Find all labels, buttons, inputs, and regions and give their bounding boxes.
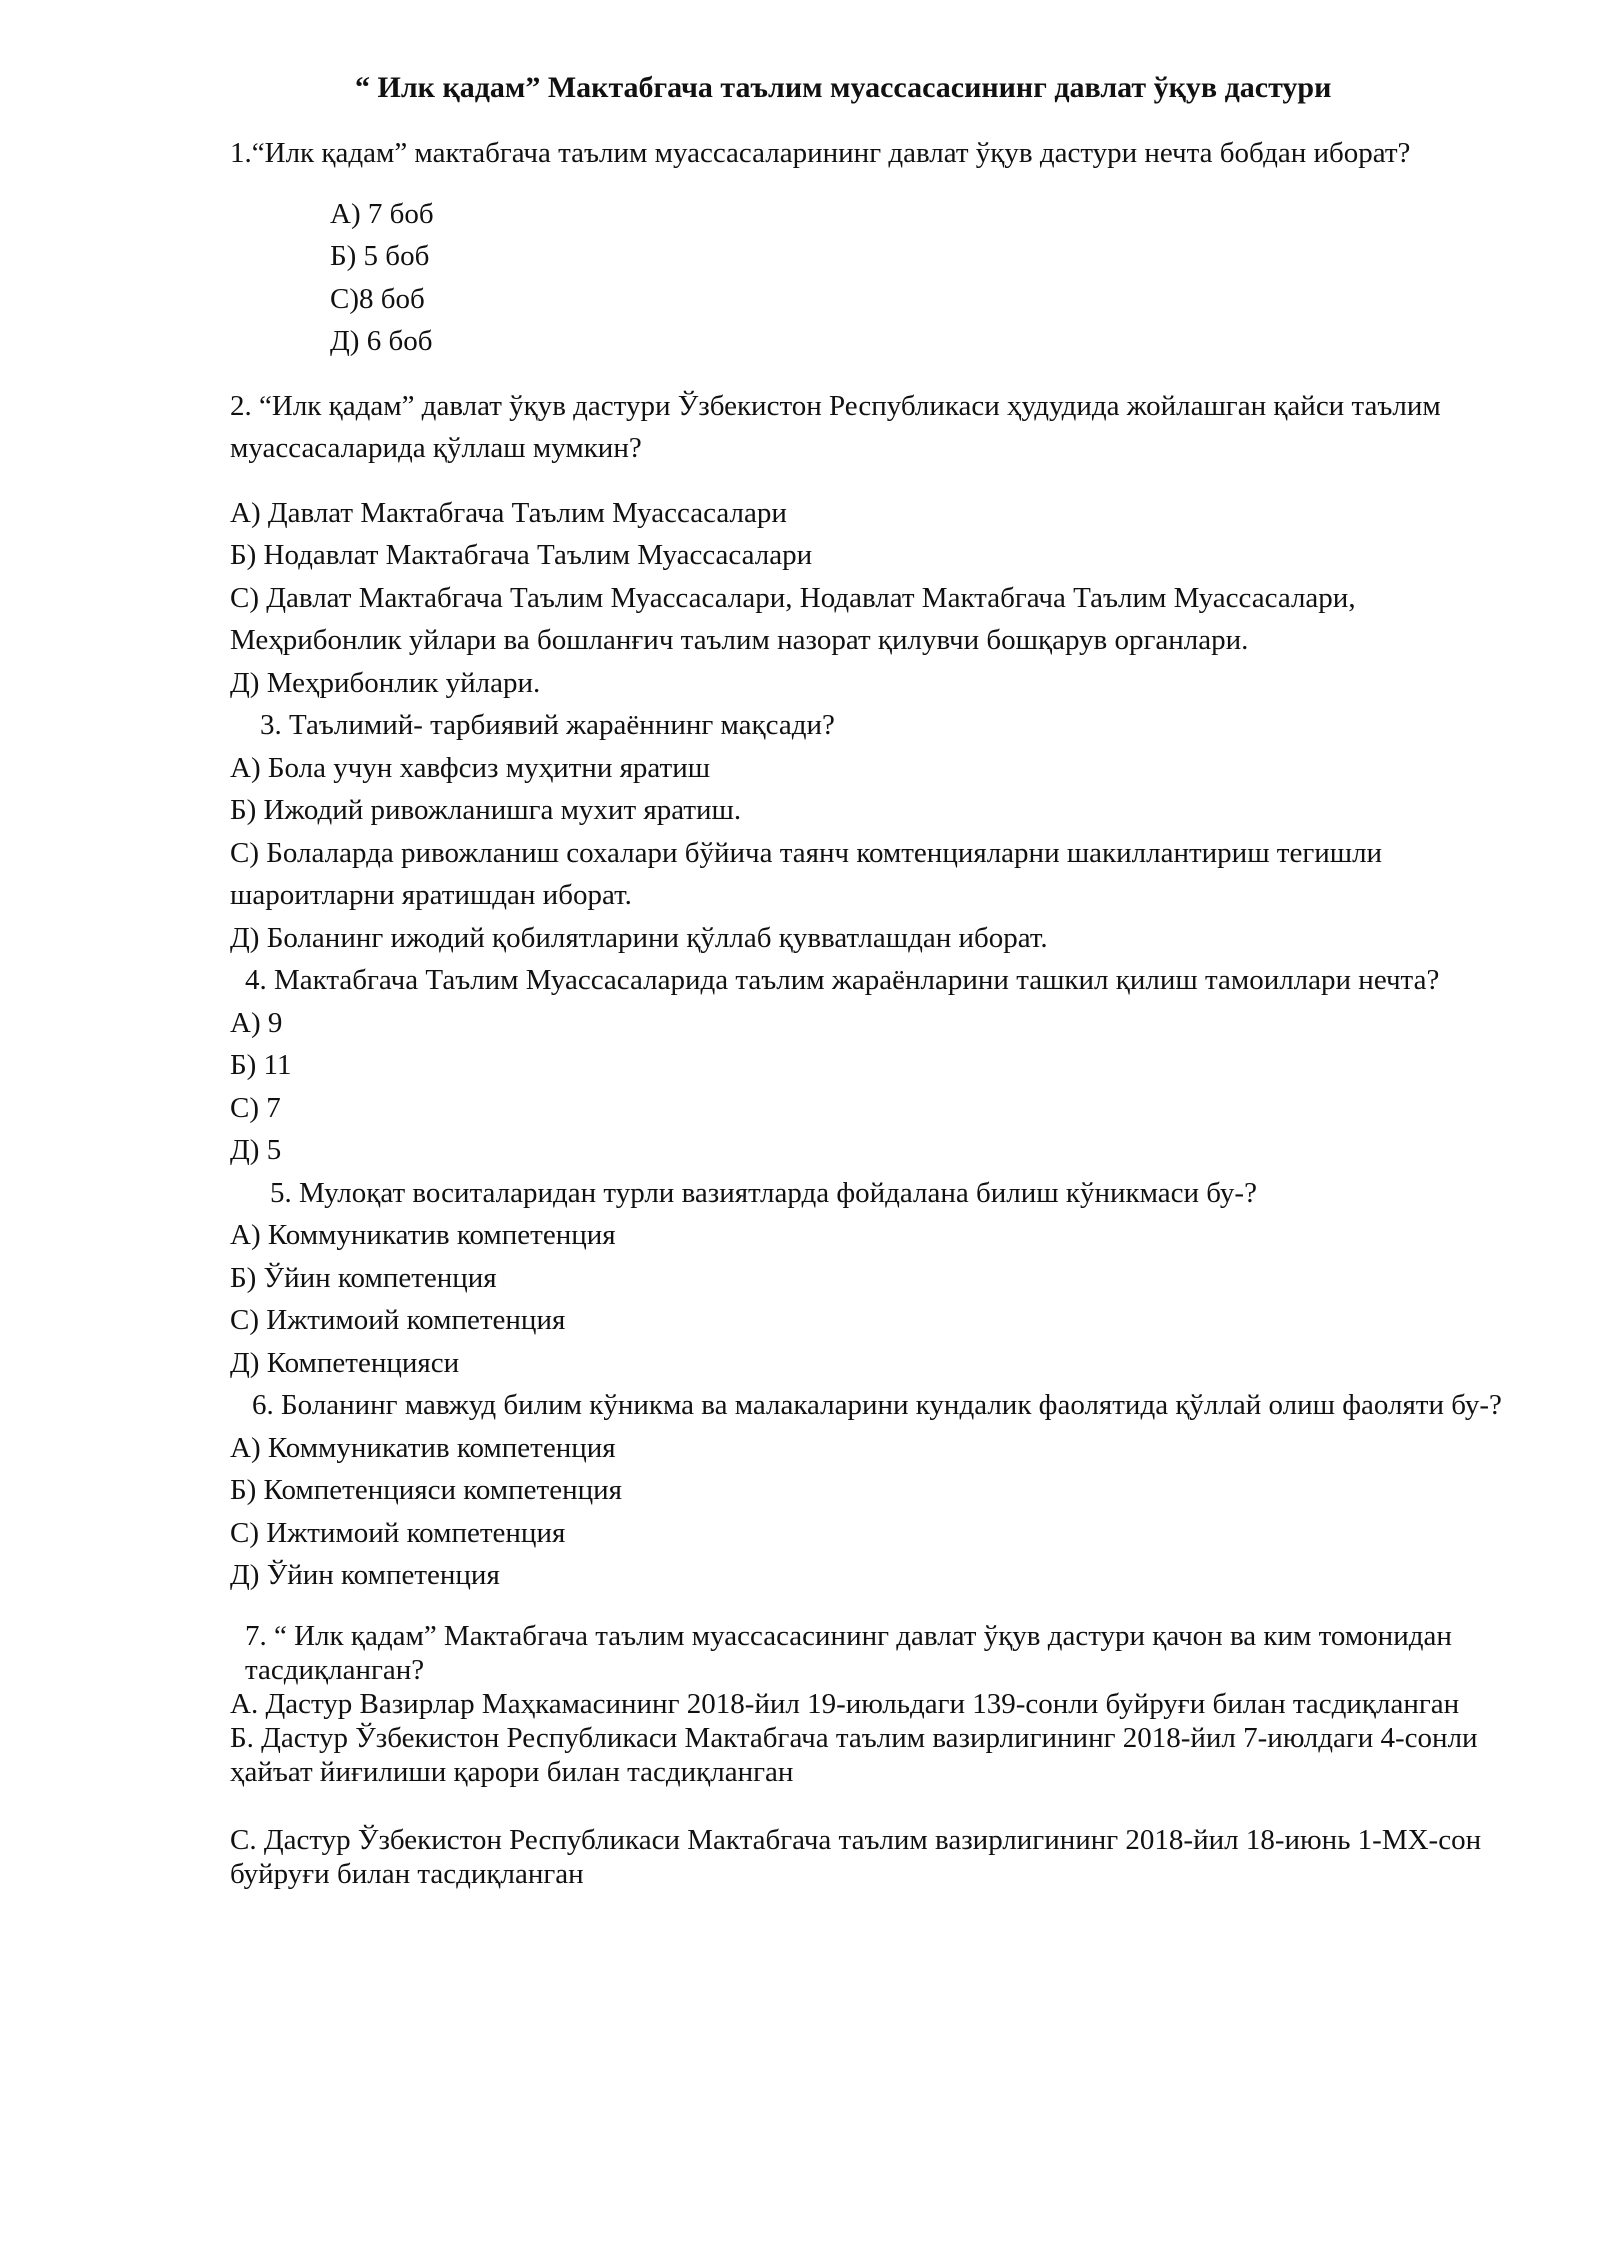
document-page <box>230 68 1520 1891</box>
question-4-option-c: С) 7 <box>230 1091 281 1124</box>
question-5: 5. Мулоқат воситаларидан турли вазиятларда фойдалана билиш кўникмаси бу-? <box>270 1176 1257 1209</box>
question-3-option-a: А) Бола учун хавфсиз муҳитни яратиш <box>230 751 711 784</box>
question-6-option-d: Д) Ўйин компетенция <box>230 1559 500 1591</box>
question-6-option-c: С) Ижтимоий компетенция <box>230 1516 566 1549</box>
question-7-option-b: Б. Дастур Ўзбекистон Республикаси Мактабгача таълим вазирлигининг 2018-йил 7-июлдаги 4-сонли ҳайъат йиғилиши қарори билан тасдиқланган <box>230 1721 1478 1788</box>
question-2-option-d: Д) Меҳрибонлик уйлари. <box>230 666 541 699</box>
question-5-option-a: А) Коммуникатив компетенция <box>230 1219 616 1251</box>
question-4-option-b: Б) 11 <box>230 1049 292 1081</box>
question-3-option-b: Б) Ижодий ривожланишга мухит яратиш. <box>230 794 742 826</box>
question-3: 3. Таълимий- тарбиявий жараённинг мақсади? <box>260 709 835 741</box>
question-3-option-d: Д) Боланинг ижодий қобилятларини қўллаб қувватлашдан иборат. <box>230 921 1048 954</box>
question-7: 7. “ Илк қадам” Мактабгача таълим муассасасининг давлат ўқув дастури қачон ва ким томонидан тасдиқланган? <box>245 1619 1452 1686</box>
question-6-option-b: Б) Компетенцияси компетенция <box>230 1474 622 1506</box>
question-2: 2. “Илк қадам” давлат ўқув дастури Ўзбекистон Республикаси ҳудудида жойлашган қайси таълим муассасаларида қўллаш мумкин? <box>230 389 1441 464</box>
question-7-option-c: С. Дастур Ўзбекистон Республикаси Мактабгача таълим вазирлигининг 2018-йил 18-июнь 1-МХ-сон буйруғи билан тасдиқланган <box>230 1823 1482 1890</box>
question-1: 1.“Илк қадам” мактабгача таълим муассасаларининг давлат ўқув дастури нечта бобдан иборат? <box>230 137 1411 169</box>
question-5-option-b: Б) Ўйин компетенция <box>230 1261 497 1294</box>
question-6: 6. Боланинг мавжуд билим кўникма ва малакаларини кундалик фаолятида қўллай олиш фаоляти бу-? <box>252 1389 1502 1421</box>
question-2-option-a: А) Давлат Мактабгача Таълим Муассасалари <box>230 496 787 529</box>
question-4: 4. Мактабгача Таълим Муассасаларида таълим жараёнларини ташкил қилиш тамоиллари нечта? <box>245 964 1440 996</box>
question-1-option-c: С)8 боб <box>330 282 425 315</box>
question-4-option-d: Д) 5 <box>230 1134 282 1166</box>
question-5-option-c: С) Ижтимоий компетенция <box>230 1304 566 1336</box>
question-1-option-a: А) 7 боб <box>330 197 434 230</box>
question-2-option-c: С) Давлат Мактабгача Таълим Муассасалари, Нодавлат Мактабгача Таълим Муассасалари, Меҳрибонлик уйлари ва бошланғич таълим назорат қилувчи бошқарув органлари. <box>230 581 1356 656</box>
question-3-option-c: С) Болаларда ривожланиш сохалари бўйича таянч комтенцияларни шакиллантириш тегишли шароитларни яратишдан иборат. <box>230 836 1383 911</box>
question-2-option-b: Б) Нодавлат Мактабгача Таълим Муассасалари <box>230 539 813 571</box>
question-6-option-a: А) Коммуникатив компетенция <box>230 1431 616 1464</box>
question-7-option-a: А. Дастур Вазирлар Маҳкамасининг 2018-йил 19-июльдаги 139-сонли буйруғи билан тасдиқланган <box>230 1687 1460 1720</box>
question-4-option-a: А) 9 <box>230 1006 283 1039</box>
question-1-option-b: Б) 5 боб <box>330 240 430 272</box>
question-5-option-d: Д) Компетенцияси <box>230 1346 460 1379</box>
document-title: “ Илк қадам” Мактабгача таълим муассасасининг давлат ўқув дастури <box>355 71 1332 104</box>
question-1-option-d: Д) 6 боб <box>330 325 433 357</box>
